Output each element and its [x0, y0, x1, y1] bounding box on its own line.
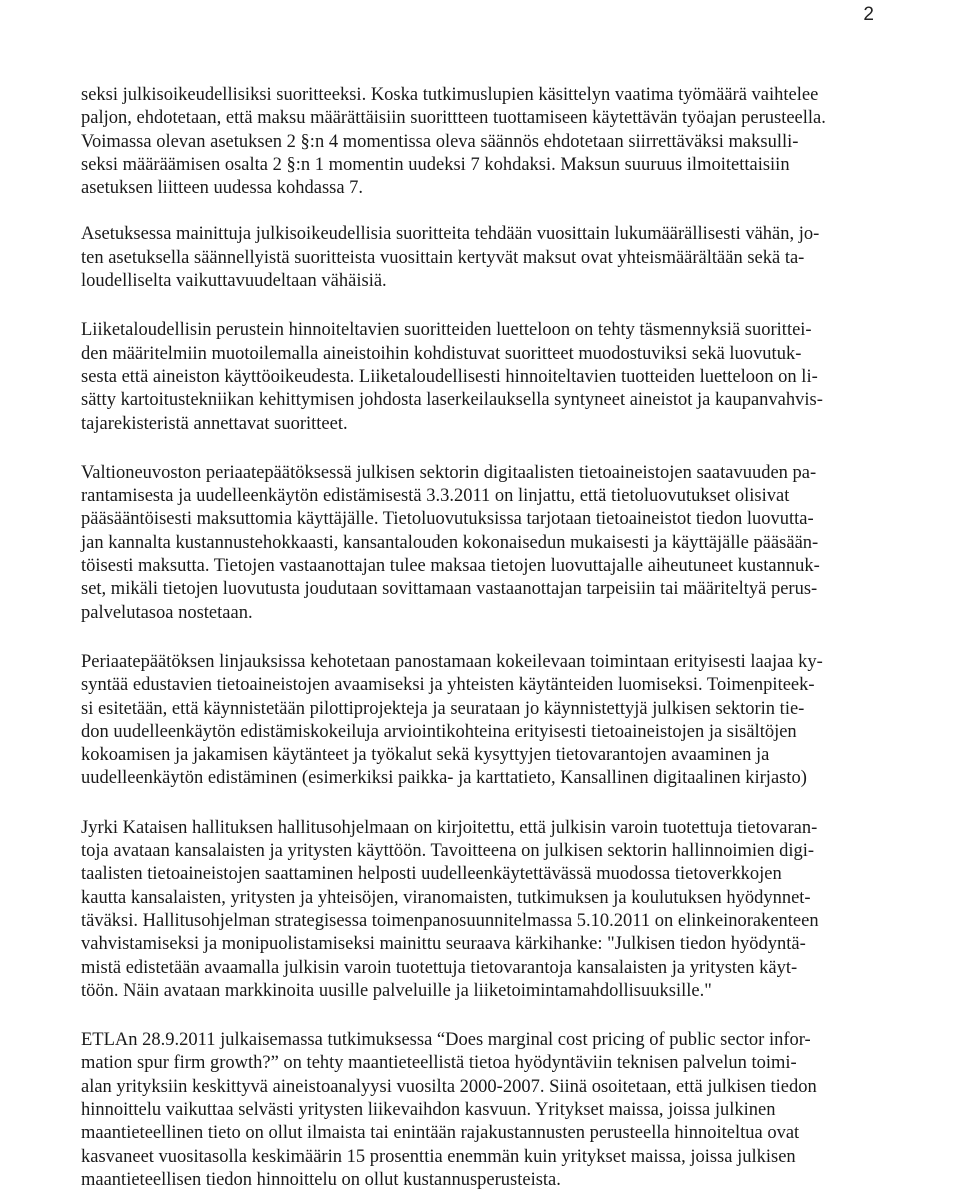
text-line: jan kannalta kustannustehokkaasti, kansantalouden kokonaisedun mukaisesti ja käyttäjälle pääsään-	[81, 532, 819, 553]
text-line: tajarekisteristä annettavat suoritteet.	[81, 413, 348, 434]
text-line: töisesti maksutta. Tietojen vastaanottajan tulee maksaa tietojen luovuttajalle aiheutuneet kustannuk-	[81, 556, 820, 577]
paragraph-2	[81, 223, 876, 293]
text-line: kasvaneet vuositasolla keskimäärin 15 prosenttia enemmän kuin yritykset maissa, joissa julkisen	[81, 1146, 796, 1167]
text-line: paljon, ehdotetaan, että maksu määrättäisiin suorittteen tuottamiseen käytettävän työajan perusteella.	[81, 108, 826, 129]
paragraph-4	[81, 462, 876, 625]
text-line: set, mikäli tietojen luovutusta joudutaan sovittamaan vastaanottajan tarpeisiin tai määriteltyä perus-	[81, 579, 818, 600]
text-line: taalisten tietoaineistojen saattaminen helposti uudelleenkäytettävässä muodossa tietoverkkojen	[81, 864, 782, 885]
paragraph-6	[81, 817, 876, 1003]
text-line: maantieteellisen tiedon hinnoittelu on ollut kustannusperusteista.	[81, 1169, 561, 1190]
text-line: töön. Näin avataan markkinoita uusille palveluille ja liiketoimintamahdollisuuksille."	[81, 980, 712, 1001]
text-line: syntää edustavien tietoaineistojen avaamiseksi ja yhteisten käytänteiden luomiseksi. Toimenpiteek-	[81, 675, 815, 696]
paragraph-7	[81, 1029, 876, 1192]
text-line: uudelleenkäytön edistäminen (esimerkiksi paikka- ja karttatieto, Kansallinen digitaalinen kirjasto)	[81, 768, 807, 789]
paragraph-3	[81, 319, 876, 435]
text-line: Liiketaloudellisin perustein hinnoiteltavien suoritteiden luetteloon on tehty täsmennyksiä suorittei-	[81, 320, 812, 341]
text-line: Periaatepäätöksen linjauksissa kehotetaan panostamaan kokeilevaan toimintaan erityisesti laajaa ky-	[81, 651, 823, 672]
text-line: don uudelleenkäytön edistämiskokeiluja arviointikohteina erityisesti tietoaineistojen ja sisältöjen	[81, 721, 797, 742]
text-line: pääsääntöisesti maksuttomia käyttäjälle. Tietoluovutuksissa tarjotaan tietoaineistot tiedon luovutta-	[81, 509, 814, 530]
document-body	[81, 84, 876, 1192]
text-line: Asetuksessa mainittuja julkisoikeudellisia suoritteita tehdään vuosittain lukumäärällisesti vähän, jo-	[81, 224, 820, 245]
text-line: den määritelmiin muotoilemalla aineistoihin kohdistuvat suoritteet muodostuviksi sekä luovutuk-	[81, 343, 802, 364]
text-line: ETLAn 28.9.2011 julkaisemassa tutkimuksessa “Does marginal cost pricing of public sector infor-	[81, 1030, 811, 1051]
text-line: ten asetuksella säännellyistä suoritteista vuosittain kertyvät maksut ovat yhteismäärältään sekä ta-	[81, 247, 805, 268]
text-line: sesta että aineiston käyttöoikeudesta. Liiketaloudellisesti hinnoiteltavien tuotteiden luetteloon on li-	[81, 366, 818, 387]
text-line: kautta kansalaisten, yritysten ja yhteisöjen, viranomaisten, tutkimuksen ja koulutuksen hyödynnet-	[81, 887, 811, 908]
text-line: täväksi. Hallitusohjelman strategisessa toimenpanosuunnitelmassa 5.10.2011 on elinkeinorakenteen	[81, 910, 819, 931]
paragraph-5	[81, 651, 876, 791]
text-line: si esitetään, että käynnistetään pilottiprojekteja ja seurataan jo käynnistettyjä julkisen sektorin tie-	[81, 698, 805, 719]
paragraph-1	[81, 84, 876, 200]
text-line: asetuksen liitteen uudessa kohdassa 7.	[81, 178, 364, 199]
text-line: loudelliselta vaikuttavuudeltaan vähäisiä.	[81, 271, 387, 292]
text-line: sätty kartoitustekniikan kehittymisen johdosta laserkeilauksella syntyneet aineistot ja kaupanvahvis-	[81, 390, 823, 411]
text-line: kokoamisen ja jakamisen käytänteet ja työkalut sekä kysyttyjen tietovarantojen avaaminen ja	[81, 745, 770, 766]
text-line: palvelutasoa nostetaan.	[81, 602, 253, 623]
text-line: toja avataan kansalaisten ja yritysten käyttöön. Tavoitteena on julkisen sektorin hallinnoimien digi-	[81, 841, 815, 862]
text-line: seksi määräämisen osalta 2 §:n 1 momentin uudeksi 7 kohdaksi. Maksun suuruus ilmoitettaisiin	[81, 154, 790, 175]
text-line: mation spur firm growth?” on tehty maantieteellistä tietoa hyödyntäviin teknisen palvelun toimi-	[81, 1053, 797, 1074]
text-line: maantieteellinen tieto on ollut ilmaista tai enintään rajakustannusten perusteella hinnoiteltua ovat	[81, 1123, 800, 1144]
text-line: Jyrki Kataisen hallituksen hallitusohjelmaan on kirjoitettu, että julkisin varoin tuotettuja tietovaran-	[81, 817, 818, 838]
text-line: mistä edistetään avaamalla julkisin varoin tuotettuja tietovarantoja kansalaisten ja yritysten käyt-	[81, 957, 798, 978]
text-line: vahvistamiseksi ja monipuolistamiseksi mainittu seuraava kärkihanke: "Julkisen tiedon hyödyntä-	[81, 934, 806, 955]
page-number: 2	[863, 4, 874, 25]
text-line: Valtioneuvoston periaatepäätöksessä julkisen sektorin digitaalisten tietoaineistojen saatavuuden pa-	[81, 462, 817, 483]
text-line: seksi julkisoikeudellisiksi suoritteeksi. Koska tutkimuslupien käsittelyn vaatima työmäärä vaihtelee	[81, 85, 819, 105]
text-line: Voimassa olevan asetuksen 2 §:n 4 momentissa oleva säännös ehdotetaan siirrettäväksi maksulli-	[81, 131, 799, 152]
text-line: hinnoittelu vaikuttaa selvästi yritysten liikevaihdon kasvuun. Yritykset maissa, joissa julkinen	[81, 1099, 776, 1120]
text-line: alan yrityksiin keskittyvä aineistoanalyysi vuosilta 2000-2007. Siinä osoitetaan, että julkisen tiedon	[81, 1076, 817, 1097]
text-line: rantamisesta ja uudelleenkäytön edistämisestä 3.3.2011 on linjattu, että tietoluovutukset olisivat	[81, 486, 790, 507]
